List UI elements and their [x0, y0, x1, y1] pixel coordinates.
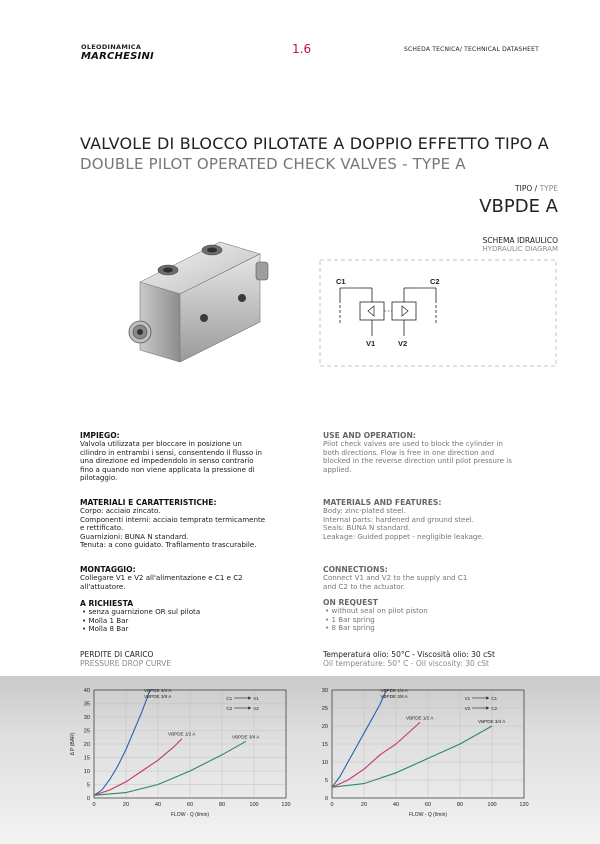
- schema-label: [483, 236, 558, 253]
- direction-from-label: C1: [226, 696, 233, 701]
- y-tick-label: 30: [321, 688, 328, 694]
- request-item-it: • Molla 8 Bar: [82, 624, 129, 634]
- x-tick-label: 40: [154, 802, 162, 808]
- mounting-heading-it: MONTAGGIO:: [80, 565, 136, 574]
- section-mounting-it: [80, 566, 300, 591]
- materials-text-en: Body: zinc-plated steel. Internal parts: hardened and ground steel. Seals: BUNA N standard. Leakage: Guided poppet - negligible leakage.: [323, 506, 485, 541]
- materials-heading-it: MATERIALI E CARATTERISTICHE:: [80, 498, 217, 507]
- request-item-it: • senza guarnizione OR sul pilota: [82, 607, 201, 617]
- logo-bottom-text: MARCHESINI: [81, 51, 154, 62]
- request-item-en: • 1 Bar spring: [325, 614, 375, 624]
- x-tick-label: 0: [330, 802, 334, 808]
- request-item-en: • 8 Bar spring: [325, 623, 375, 633]
- request-item-it-text: senza guarnizione OR sul pilota: [88, 607, 201, 617]
- direction-arrowhead: [248, 706, 251, 709]
- direction-to-label: C2: [491, 706, 498, 711]
- x-tick-label: 120: [519, 802, 529, 808]
- section-materials-en: [323, 499, 543, 541]
- y-tick-label: 25: [321, 706, 328, 712]
- x-axis-label: FLOW - Q (l/min): [170, 812, 210, 818]
- materials-text-it: Corpo: acciaio zincato. Componenti interni: acciaio temprato termicamente e rettificato. Guarnizioni: BUNA N standard. Tenuta: a cono guidato. Trafilamento trascurabile.: [80, 506, 266, 550]
- y-tick-label: 30: [83, 715, 90, 721]
- request-item-it-text: Molla 1 Bar: [88, 615, 129, 625]
- type-label-it: TIPO: [515, 184, 533, 193]
- y-tick-label: 20: [83, 742, 90, 748]
- direction-arrowhead: [486, 696, 489, 699]
- y-tick-label: 10: [83, 769, 90, 775]
- port-v1-label: V1: [366, 339, 376, 348]
- y-tick-label: 15: [83, 755, 90, 762]
- use-heading-it: IMPIEGO:: [80, 431, 120, 440]
- direction-to-label: C1: [491, 696, 498, 701]
- y-tick-label: 5: [324, 778, 328, 784]
- request-item-en: • without seal on pilot piston: [325, 606, 428, 616]
- pressure-drop-chart-left: [60, 682, 300, 832]
- oil-conditions: [323, 650, 495, 668]
- valve-product-image: [120, 232, 280, 372]
- request-item-it: • Molla 1 Bar: [82, 615, 129, 625]
- y-tick-label: 0: [324, 796, 328, 802]
- hydraulic-diagram: [318, 258, 558, 368]
- port-v2-label: V2: [398, 339, 408, 348]
- logo-top-text: OLEODINAMICA: [81, 43, 142, 51]
- schema-label-en: HYDRAULIC DIAGRAM: [482, 245, 558, 253]
- x-axis-label: FLOW - Q (l/min): [408, 812, 448, 818]
- direction-arrowhead: [486, 706, 489, 709]
- page-number: 1.6: [292, 42, 312, 56]
- title-english: DOUBLE PILOT OPERATED CHECK VALVES - TYPE A: [80, 155, 466, 173]
- title-italian: VALVOLE DI BLOCCO PILOTATE A DOPPIO EFFETTO TIPO A: [80, 134, 549, 153]
- section-connections-en: [323, 566, 543, 591]
- series-line-2: [94, 739, 182, 796]
- type-label: [515, 184, 558, 193]
- x-tick-label: 60: [186, 802, 194, 808]
- request-heading-en: ON REQUEST: [323, 598, 378, 607]
- request-heading-it: A RICHIESTA: [80, 599, 134, 608]
- direction-from-label: C2: [226, 706, 233, 711]
- y-tick-label: 20: [321, 724, 328, 730]
- direction-arrowhead: [248, 696, 251, 699]
- schema-label-it: SCHEMA IDRAULICO: [482, 236, 558, 245]
- use-text-it: Valvola utilizzata per bloccare in posizione un cilindro in entrambi i sensi, consentendo il flusso in una direzione ed impedendolo in senso contrario fino a quando non viene applicata la pressione di pilotaggio.: [80, 439, 263, 483]
- company-logo: [81, 44, 201, 62]
- connections-text-en: Connect V1 and V2 to the supply and C1 and C2 to the actuator.: [323, 573, 468, 591]
- y-tick-label: 40: [83, 688, 90, 694]
- request-item-it-text: Molla 8 Bar: [88, 624, 129, 634]
- pressure-drop-en: PRESSURE DROP CURVE: [80, 659, 172, 668]
- x-tick-label: 80: [218, 802, 226, 808]
- series-label: VBPDE 3/8 A: [144, 694, 172, 699]
- request-item-en-text: without seal on pilot piston: [331, 606, 428, 616]
- series-label: VBPDE 3/8 A: [380, 694, 408, 699]
- section-materials-it: [80, 499, 300, 549]
- x-tick-label: 20: [360, 802, 368, 808]
- series-line-2: [332, 722, 420, 787]
- x-tick-label: 40: [392, 802, 400, 808]
- model-code: VBPDE A: [479, 196, 558, 217]
- y-axis-label: Δ P (BAR): [70, 732, 76, 756]
- x-tick-label: 0: [92, 802, 96, 808]
- series-label: VBPDE 1/4 A: [380, 688, 408, 693]
- series-label: VBPDE 3/4 A: [478, 719, 506, 724]
- series-label: VBPDE 1/4 A: [144, 688, 172, 693]
- series-label: VBPDE 1/2 A: [168, 731, 196, 737]
- x-tick-label: 20: [122, 802, 130, 808]
- pressure-drop-chart-right: [298, 682, 538, 832]
- connections-heading-en: CONNECTIONS:: [323, 565, 388, 574]
- use-text-en: Pilot check valves are used to block the cylinder in both directions. Flow is free in one direction and blocked in the reverse direction until pilot pressure is applied.: [323, 439, 512, 474]
- series-line-1: [94, 690, 150, 795]
- direction-to-label: V1: [253, 696, 259, 701]
- series-label: VBPDE 1/2 A: [406, 715, 434, 721]
- direction-from-label: V1: [464, 696, 471, 701]
- direction-from-label: V2: [464, 706, 471, 711]
- request-item-en-text: 8 Bar spring: [331, 623, 375, 633]
- x-tick-label: 80: [456, 802, 464, 808]
- type-label-en: TYPE: [539, 184, 558, 193]
- type-separator: /: [532, 184, 540, 193]
- direction-to-label: V2: [253, 706, 259, 711]
- oil-conditions-en: Oil temperature: 50° C - Oil viscosity: 30 cSt: [323, 659, 489, 668]
- section-request-it: [80, 600, 300, 634]
- materials-heading-en: MATERIALS AND FEATURES:: [323, 498, 442, 507]
- x-tick-label: 100: [487, 802, 497, 808]
- y-tick-label: 25: [83, 728, 90, 735]
- y-tick-label: 0: [86, 796, 90, 802]
- pressure-drop-it: PERDITE DI CARICO: [80, 650, 154, 659]
- sheet-label: SCHEDA TECNICA/ TECHNICAL DATASHEET: [404, 46, 539, 53]
- y-tick-label: 15: [321, 742, 328, 748]
- port-c2-label: C2: [430, 277, 440, 286]
- y-tick-label: 10: [321, 760, 328, 766]
- y-tick-label: 35: [83, 701, 90, 708]
- section-request-en: [323, 599, 543, 633]
- mounting-text-it: Collegare V1 e V2 all'alimentazione e C1 e C2 all'attuatore.: [80, 573, 243, 591]
- use-heading-en: USE AND OPERATION:: [323, 431, 416, 440]
- pressure-drop-label: [80, 650, 171, 668]
- y-tick-label: 5: [86, 782, 90, 789]
- port-c1-label: C1: [336, 277, 346, 286]
- x-tick-label: 120: [281, 802, 291, 808]
- request-item-en-text: 1 Bar spring: [331, 614, 375, 624]
- section-use-it: [80, 432, 300, 482]
- series-line-3: [332, 726, 492, 787]
- x-tick-label: 60: [424, 802, 432, 808]
- series-label: VBPDE 3/4 A: [232, 734, 260, 740]
- section-use-en: [323, 432, 543, 474]
- x-tick-label: 100: [249, 802, 259, 808]
- oil-conditions-it: Temperatura olio: 50°C - Viscosità olio: 30 cSt: [323, 650, 495, 659]
